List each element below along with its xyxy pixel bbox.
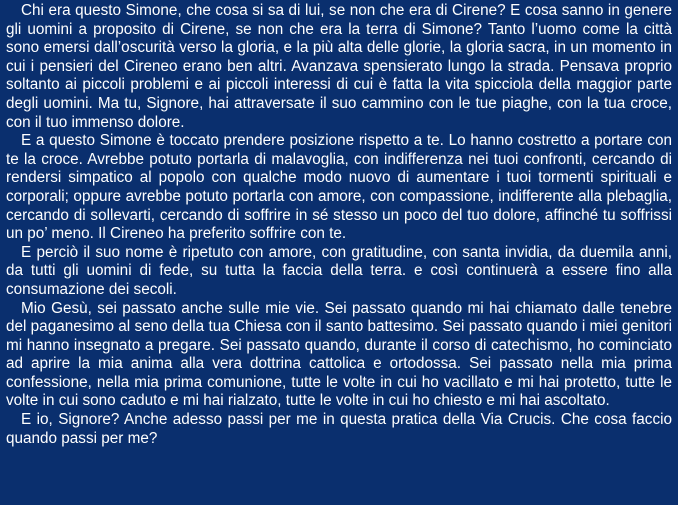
paragraph-name-repeated: E perciò il suo nome è ripetuto con amore, con gratitudine, con santa invidia, da duemila anni, da tutti gli uomini di fede, su tutta la faccia della terra. e così continuerà a essere fino alla consumazione dei secoli. bbox=[6, 243, 672, 298]
paragraph-jesus-passed: Mio Gesù, sei passato anche sulle mie vie. Sei passato quando mi hai chiamato dalle tenebre del paganesimo al seno della tua Chiesa con il santo battesimo. Sei passato quando i miei genitori mi hanno insegnato a pregare. Sei passato quando, durante il corso di catechismo, ho cominciato ad aprire la mia anima alla vera dottrina cattolica e ortodossa. Sei passato nella mia prima confessione, nella mia prima comunione, tutte le volte in cui ho vacillato e mi hai protetto, tutte le volte in cui sono caduto e mi hai rialzato, tutte le volte in cui ho chiesto e mi hai ascoltato. bbox=[6, 299, 672, 410]
paragraph-simone-choice: E a questo Simone è toccato prendere posizione rispetto a te. Lo hanno costretto a portare con te la croce. Avrebbe potuto portarla di malavoglia, con indifferenza nei tuoi confronti, cercando di rendersi simpatico al popolo con qualche modo nuovo di aumentare i tuoi tormenti spirituali e corporali; oppure avrebbe potuto portarla con amore, con compassione, indifferente alla plebaglia, cercando di sollevarti, cercando di soffrire in sé stesso un poco del tuo dolore, affinché tu soffrissi un po’ meno. Il Cireneo ha preferito soffrire con te. bbox=[6, 132, 672, 243]
paragraph-simone-identity: Chi era questo Simone, che cosa si sa di lui, se non che era di Cirene? E cosa sanno in genere gli uomini a proposito di Cirene, se non che era la terra di Simone? Tanto l’uomo come la città sono emersi dall’oscurità verso la gloria, e la più alta delle glorie, la gloria sacra, in un momento in cui i pensieri del Cireneo erano ben altri. Avanzava spensierato lungo la strada. Pensava proprio soltanto ai piccoli problemi e ai piccoli interessi di cui è fatta la vita spicciola della maggior parte degli uomini. Ma tu, Signore, hai attraversate il suo cammino con le tue piaghe, con la tua croce, con il tuo immenso dolore. bbox=[6, 2, 672, 131]
paragraph-question: E io, Signore? Anche adesso passi per me in questa pratica della Via Crucis. Che cosa faccio quando passi per me? bbox=[6, 411, 672, 447]
